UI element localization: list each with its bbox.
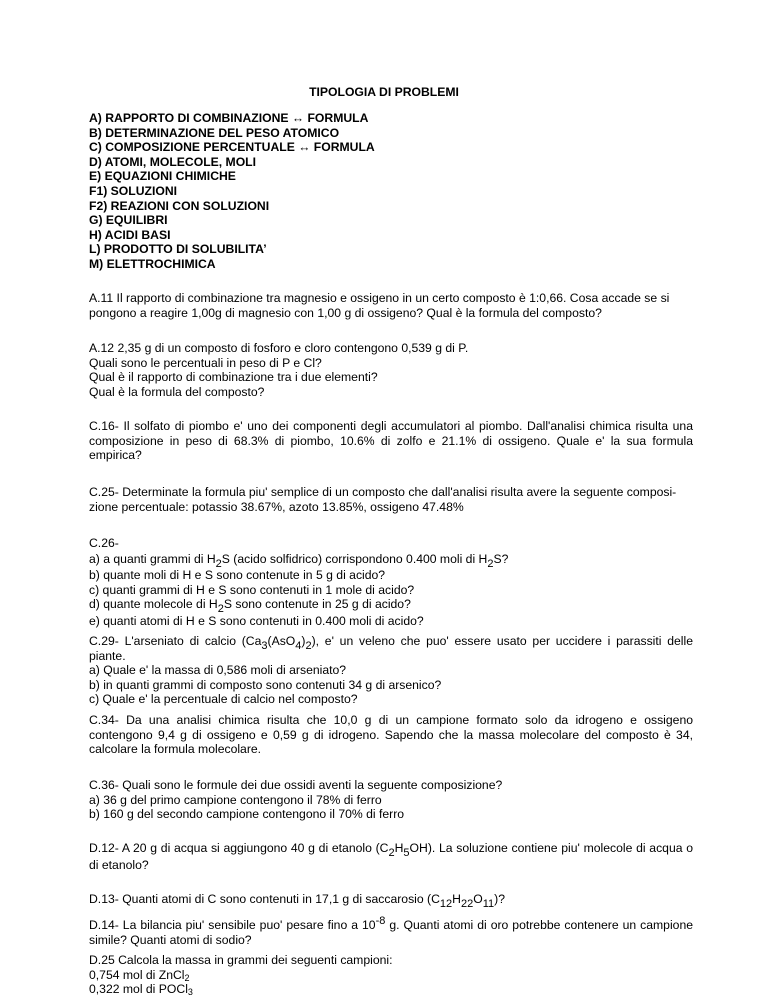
problem-c26-item-d: [89, 597, 693, 616]
page-title: TIPOLOGIA DI PROBLEMI: [309, 85, 459, 99]
problem-d12: [89, 840, 693, 874]
problem-d14: [89, 915, 694, 947]
category-item: F1) SOLUZIONI: [89, 183, 178, 198]
problem-c25: [89, 485, 693, 514]
text-span: d) quante molecole di H: [89, 597, 218, 612]
problem-d13-text: [89, 892, 693, 910]
problem-c16: [89, 419, 693, 463]
problem-a12-line: Qual è il rapporto di combinazione tra i due elementi?: [89, 370, 378, 385]
text-span: S?: [493, 551, 509, 566]
problem-a12: [89, 341, 693, 399]
text-span: S (acido solfidrico) corrispondono 0.400 moli di H: [221, 551, 488, 566]
subscript: 5: [403, 847, 410, 859]
text-span: H: [452, 892, 461, 906]
subscript: 3: [187, 987, 193, 997]
problem-d13: [89, 892, 693, 910]
problem-a12-line: Quali sono le percentuali in peso di P e Cl?: [89, 355, 322, 370]
problem-c36-head: C.36- Quali sono le formule dei due ossidi aventi la seguente composizione?: [89, 778, 503, 792]
problem-c34-text: C.34- Da una analisi chimica risulta che 10,0 g di un campione formato solo da idrogeno e ossigeno contengono 9,4 g di ossigeno e 0,59 g di idrogeno. Sapendo che la massa molecolare del composto è 34, calcolare la formula molecolare.: [89, 713, 693, 757]
problem-c36-item-a: a) 36 g del primo campione contengono il 78% di ferro: [89, 792, 382, 807]
subscript: 2: [215, 557, 222, 570]
text-span: 0,322 mol di POCl: [89, 982, 188, 997]
subscript: 2: [217, 603, 224, 616]
text-span: OH). La soluzione contiene piu' molecole di acqua o di etanolo?: [89, 841, 694, 872]
category-item: B) DETERMINAZIONE DEL PESO ATOMICO: [89, 125, 340, 140]
category-item: D) ATOMI, MOLECOLE, MOLI: [89, 154, 256, 169]
category-item: F2) REAZIONI CON SOLUZIONI: [89, 198, 270, 213]
subscript: 2: [184, 972, 190, 983]
problem-c36: [89, 778, 693, 822]
text-span: (AsO: [267, 634, 296, 648]
problem-d25-line: [89, 982, 693, 997]
subscript: 2: [305, 640, 312, 652]
subscript: 11: [482, 898, 495, 910]
category-item: H) ACIDI BASI: [89, 227, 171, 242]
problem-a12-line: Qual è la formula del composto?: [89, 384, 265, 399]
problem-c25-text: C.25- Determinate la formula piu' semplice di un composto che dall'analisi risulta avere la seguente composi-zione percentuale: potassio 38.67%, azoto 13.85%, ossigeno 47.48%: [89, 485, 677, 514]
problem-c26-head: C.26-: [89, 536, 119, 550]
problem-d25-head: D.25 Calcola la massa in grammi dei seguenti campioni:: [89, 953, 393, 967]
text-span: )?: [494, 892, 505, 906]
subscript: 3: [261, 640, 268, 652]
superscript: -8: [375, 915, 386, 927]
problem-c26: [89, 536, 693, 629]
text-span: ), e' un veleno che puo' essere usato per uccidere i parassiti delle piante.: [89, 634, 693, 663]
subscript: 4: [295, 640, 302, 652]
problem-c29-item-b: b) in quanti grammi di composto sono contenuti 34 g di arsenico?: [89, 677, 442, 692]
problem-c29-item-c: c) Quale e' la percentuale di calcio nel composto?: [89, 692, 358, 707]
text-span: a) a quanti grammi di H: [89, 551, 216, 566]
text-span: 0,754 mol di ZnCl: [89, 967, 185, 982]
problem-c29-head: [89, 634, 693, 663]
subscript: 12: [439, 898, 453, 910]
problem-c36-item-b: b) 160 g del secondo campione contengono il 70% di ferro: [89, 807, 405, 822]
problem-c26-item-c: c) quanti grammi di H e S sono contenuti in 1 mole di acido?: [89, 582, 415, 597]
problem-d25-line: [89, 968, 693, 983]
problem-d12-text: [89, 840, 693, 874]
problem-a11: [89, 291, 693, 320]
problem-c34: [89, 713, 693, 757]
problem-c29-item-a: a) Quale e' la massa di 0,586 moli di arseniato?: [89, 663, 347, 678]
problem-c26-item-e: e) quanti atomi di H e S sono contenuti in 0.400 moli di acido?: [89, 613, 424, 628]
problem-c29: [89, 634, 693, 707]
problem-a11-text: A.11 Il rapporto di combinazione tra magnesio e ossigeno in un certo composto è 1:0,66. Cosa accade se si pongono a reagire 1,00g di magnesio con 1,00 g di ossigeno? Qual è la formula del composto?: [89, 291, 670, 320]
subscript: 2: [487, 557, 494, 570]
text-span: S sono contenute in 25 g di acido?: [223, 597, 411, 612]
category-item: C) COMPOSIZIONE PERCENTUALE ↔ FORMULA: [89, 140, 375, 155]
category-item: A) RAPPORTO DI COMBINAZIONE ↔ FORMULA: [89, 111, 369, 125]
subscript: 2: [388, 847, 395, 859]
category-item: L) PRODOTTO DI SOLUBILITA’: [89, 242, 267, 257]
problem-a12-line: A.12 2,35 g di un composto di fosforo e cloro contengono 0,539 g di P.: [89, 341, 469, 355]
text-span: ): [301, 634, 306, 648]
text-span: D.12- A 20 g di acqua si aggiungono 40 g di etanolo (C: [89, 841, 389, 855]
text-span: D.14- La bilancia piu' sensibile puo' pesare fino a 10: [89, 918, 376, 932]
text-span: O: [473, 892, 483, 906]
text-span: H: [394, 841, 404, 855]
problem-c16-text: C.16- Il solfato di piombo e' uno dei componenti degli accumulatori al piombo. Dall'analisi chimica risulta una composizione in peso di 68.3% di piombo, 10.6% di zolfo e 21.1% di ossigeno. Quale e' la sua formula empirica?: [89, 419, 693, 463]
text-span: g. Quanti atomi di oro potrebbe contenere un campione simile? Quanti atomi di sodio?: [89, 918, 694, 947]
problem-d14-text: [89, 915, 694, 947]
text-span: D.13- Quanti atomi di C sono contenuti in 17,1 g di saccarosio (C: [89, 892, 440, 906]
text-span: C.29- L'arseniato di calcio (Ca: [89, 634, 262, 648]
problem-c26-item-b: b) quante moli di H e S sono contenute in 5 g di acido?: [89, 568, 386, 583]
subscript: 22: [460, 898, 474, 910]
category-item: G) EQUILIBRI: [89, 213, 168, 228]
category-list: [89, 111, 375, 272]
problem-d25: [89, 953, 693, 997]
category-item: E) EQUAZIONI CHIMICHE: [89, 169, 236, 184]
category-item: M) ELETTROCHIMICA: [89, 256, 216, 271]
problem-c26-item-a: [89, 551, 693, 570]
